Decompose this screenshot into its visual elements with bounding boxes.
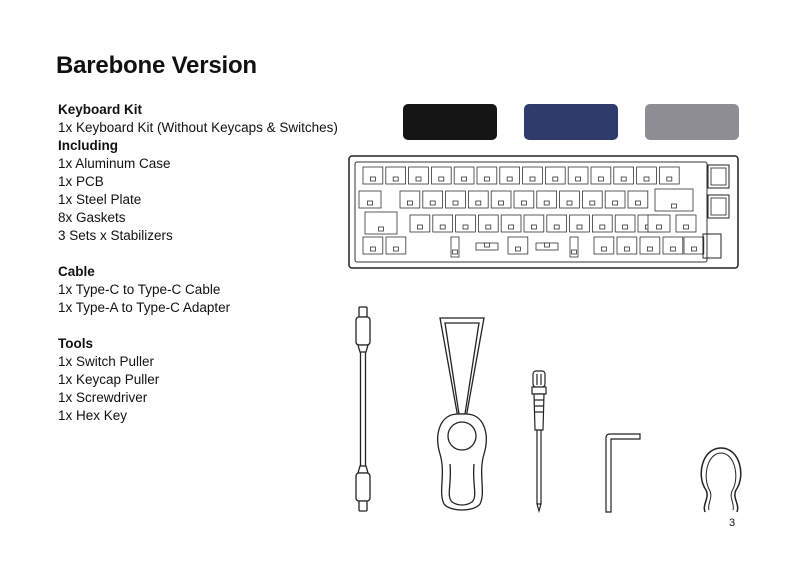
switch-puller-illustration (432, 314, 492, 512)
key-outline (684, 237, 704, 254)
key-outline (400, 191, 420, 208)
color-swatch-grey (645, 104, 739, 140)
list-item: 1x Switch Puller (58, 354, 155, 369)
list-item: 1x Type-C to Type-C Cable (58, 282, 221, 297)
switch-socket (453, 250, 458, 254)
switch-socket (577, 225, 582, 229)
key-outline (501, 215, 521, 232)
key-outline (592, 215, 612, 232)
key-outline (614, 167, 634, 184)
list-item: 8x Gaskets (58, 210, 126, 225)
switch-socket (370, 247, 375, 251)
key-outline (456, 215, 476, 232)
switch-socket (509, 225, 514, 229)
contents-list (58, 101, 338, 425)
key-outline (547, 215, 567, 232)
section-keyboard-kit (58, 101, 338, 137)
switch-socket (544, 201, 549, 205)
key-outline (594, 237, 614, 254)
key-outline (359, 191, 381, 208)
switch-socket (613, 201, 618, 205)
keyboard-kit-illustration (348, 155, 739, 269)
switch-socket (521, 201, 526, 205)
switch-socket (667, 177, 672, 181)
key-outline (446, 191, 466, 208)
list-item: 1x Keyboard Kit (Without Keycaps & Switches) (58, 120, 338, 135)
key-outline (523, 167, 543, 184)
section-tools (58, 335, 338, 425)
key-outline (454, 167, 474, 184)
section-including (58, 137, 338, 245)
list-item: 1x Steel Plate (58, 192, 142, 207)
switch-socket (554, 225, 559, 229)
switch-socket (601, 247, 606, 251)
switch-socket (530, 177, 535, 181)
switch-socket (515, 247, 520, 251)
spacer (58, 245, 338, 263)
usb-c-cable-illustration (350, 306, 376, 514)
switch-socket (600, 225, 605, 229)
switch-socket (430, 201, 435, 205)
list-item: 1x Screwdriver (58, 390, 148, 405)
switch-socket (545, 243, 550, 247)
page-title: Barebone Version (56, 52, 257, 79)
switch-socket (567, 201, 572, 205)
list-item: 1x Hex Key (58, 408, 128, 423)
key-outline (615, 215, 635, 232)
key-outline (409, 167, 429, 184)
section-heading: Including (58, 138, 118, 153)
key-outline (605, 191, 625, 208)
key-outline (386, 167, 406, 184)
key-outline (582, 191, 602, 208)
switch-socket (531, 225, 536, 229)
switch-socket (379, 227, 384, 231)
switch-socket (624, 247, 629, 251)
switch-socket (463, 225, 468, 229)
switch-socket (553, 177, 558, 181)
switch-socket (672, 204, 677, 208)
list-item: 3 Sets x Stabilizers (58, 228, 173, 243)
page-number: 3 (729, 517, 736, 529)
key-outline (568, 167, 588, 184)
key-outline (570, 215, 590, 232)
switch-socket (416, 177, 421, 181)
key-outline (477, 167, 497, 184)
key-outline (478, 215, 498, 232)
key-outline (628, 191, 648, 208)
key-outline (640, 237, 660, 254)
key-outline (363, 167, 383, 184)
switch-socket (590, 201, 595, 205)
key-outline (560, 191, 580, 208)
switch-socket (462, 177, 467, 181)
list-item: 1x Aluminum Case (58, 156, 171, 171)
hex-key-illustration (604, 432, 644, 514)
key-outline (410, 215, 430, 232)
switch-socket (393, 247, 398, 251)
switch-socket (417, 225, 422, 229)
section-heading: Keyboard Kit (58, 102, 143, 117)
list-item: 1x Keycap Puller (58, 372, 160, 387)
key-outline (500, 167, 520, 184)
key-outline (491, 191, 511, 208)
switch-socket (499, 201, 504, 205)
section-cable (58, 263, 338, 317)
key-outline (468, 191, 488, 208)
switch-socket (453, 201, 458, 205)
switch-socket (485, 243, 490, 247)
screwdriver-illustration (528, 370, 550, 514)
key-outline (663, 237, 683, 254)
switch-socket (670, 247, 675, 251)
key-outline (386, 237, 406, 254)
switch-socket (393, 177, 398, 181)
switch-socket (684, 225, 689, 229)
switch-socket (635, 201, 640, 205)
key-outline (508, 237, 528, 254)
key-outline (591, 167, 611, 184)
keycap-puller-illustration (698, 446, 744, 514)
key-outline (363, 237, 383, 254)
switch-socket (407, 201, 412, 205)
key-outline (617, 237, 637, 254)
key-outline (423, 191, 443, 208)
color-swatch-black (403, 104, 497, 140)
switch-socket (572, 250, 577, 254)
key-outline (648, 215, 670, 232)
section-heading: Tools (58, 336, 93, 351)
key-outline (637, 167, 657, 184)
key-outline (545, 167, 565, 184)
key-outline (676, 215, 696, 232)
switch-socket (644, 177, 649, 181)
switch-socket (657, 225, 662, 229)
key-outline (514, 191, 534, 208)
switch-socket (484, 177, 489, 181)
switch-socket (691, 247, 696, 251)
switch-socket (623, 225, 628, 229)
section-heading: Cable (58, 264, 95, 279)
switch-socket (440, 225, 445, 229)
switch-socket (476, 201, 481, 205)
key-outline (524, 215, 544, 232)
key-outline (537, 191, 557, 208)
switch-socket (647, 247, 652, 251)
key-outline (659, 167, 679, 184)
switch-socket (576, 177, 581, 181)
switch-socket (621, 177, 626, 181)
list-item: 1x PCB (58, 174, 104, 189)
key-outline (431, 167, 451, 184)
switch-socket (439, 177, 444, 181)
switch-socket (368, 201, 373, 205)
color-swatch-navy (524, 104, 618, 140)
switch-socket (507, 177, 512, 181)
switch-socket (598, 177, 603, 181)
switch-socket (486, 225, 491, 229)
list-item: 1x Type-A to Type-C Adapter (58, 300, 231, 315)
switch-socket (370, 177, 375, 181)
spacer (58, 317, 338, 335)
key-outline (433, 215, 453, 232)
